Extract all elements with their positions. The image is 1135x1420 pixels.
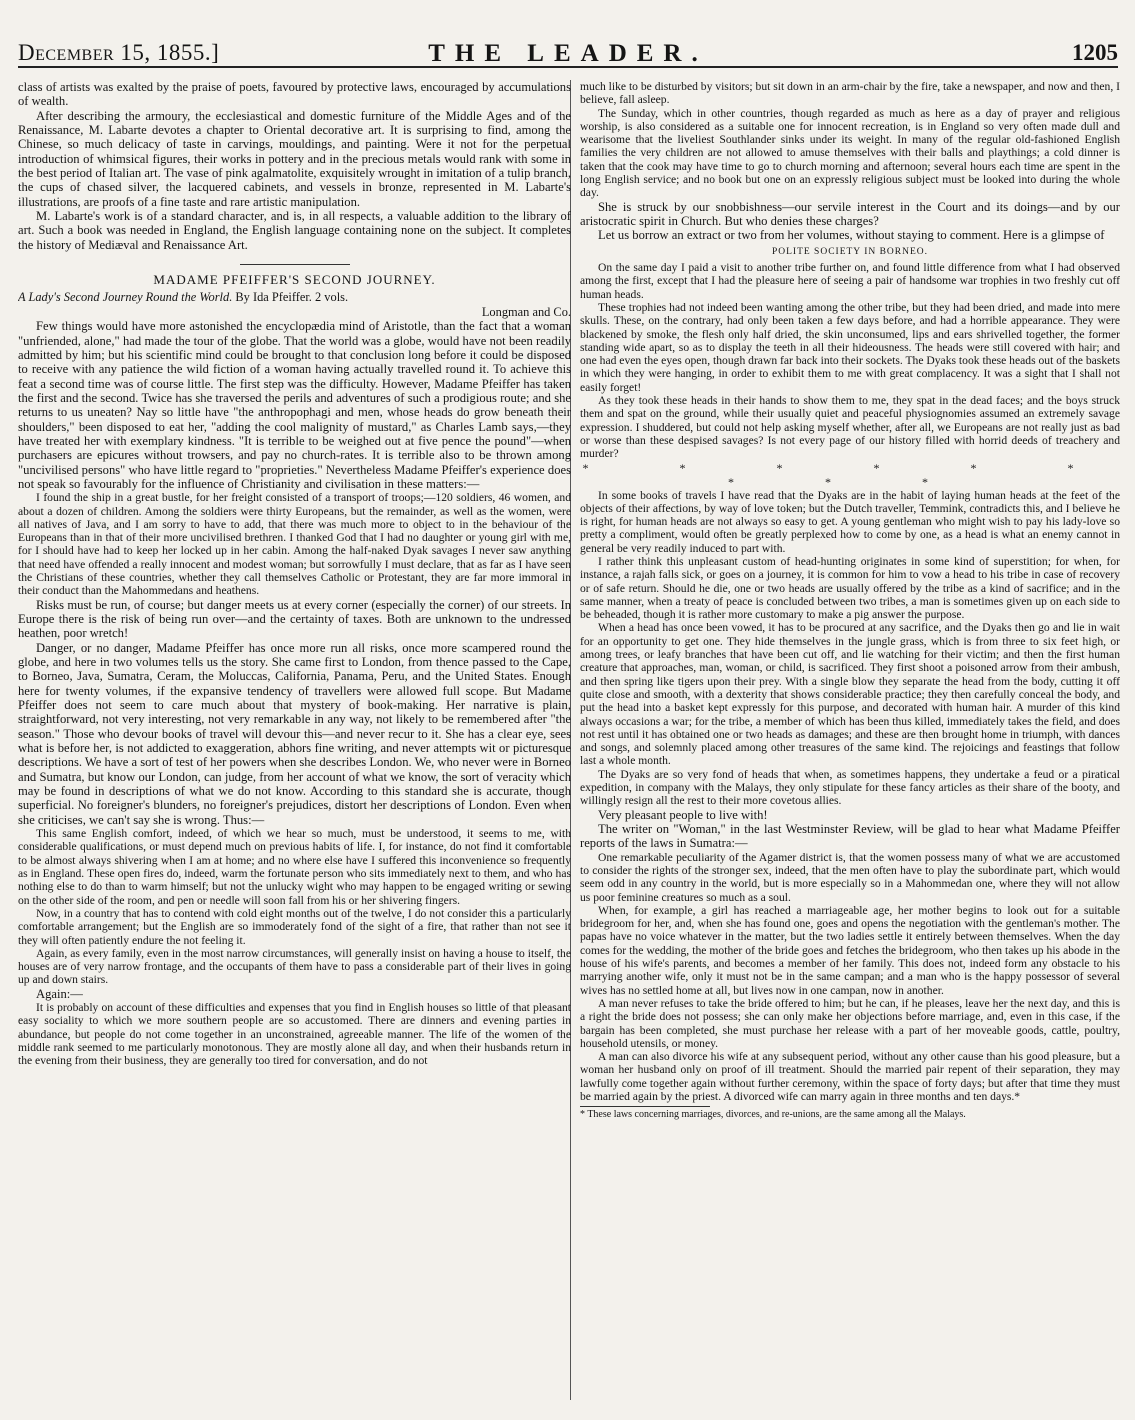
- quoted-extract: Now, in a country that has to contend with cold eight months out of the twelve, I do not consider this a particularly comfortable arrangement; but the English are so immoderately fond of the sight of a fire, that rather than not see it they will often patiently endure the not feeling it.: [18, 906, 571, 947]
- article-paragraph: She is struck by our snobbishness—our servile interest in the Court and its doings—and by our aristocratic spirit in Church. But who denies these charges?: [580, 199, 1120, 229]
- quoted-extract: much like to be disturbed by visitors; but sit down in an arm-chair by the fire, take a newspaper, and now and then, I believe, fall asleep.: [580, 80, 1120, 107]
- book-byline: [18, 290, 571, 304]
- page-number: 1205: [1072, 40, 1118, 65]
- quoted-extract: The Dyaks are so very fond of heads that when, as sometimes happens, they undertake a feud or a piratical expedition, in company with the Malays, they only stipulate for these fancy articles as their share of the booty, and willingly resign all the rest to their more covetous allies.: [580, 767, 1120, 808]
- quoted-extract: It is probably on account of these difficulties and expenses that you find in English houses so little of that pleasant easy sociality to which we more southern people are so accustomed. There are dinners and evening parties in abundance, but people do not come together in an unconstrained, agreeable manner. The life of the women of the middle rank seemed to me particularly monotonous. They are mostly alone all day, and when their husbands return in the evening from their business, they are generally too tired for conversation, and do not: [18, 1001, 571, 1068]
- quoted-extract: I found the ship in a great bustle, for her freight consisted of a transport of troops;—120 soldiers, 46 women, and about a dozen of children. Among the soldiers were thirty Europeans, but the remainder, as well as the women, were all natives of Java, and I am sorry to have to add, that there was much more to object to in the behaviour of the Europeans than in that of their more uncivilised brethren. I thanked God that I had no daughter or young girl with me, for I should have had to keep her locked up in her cabin. Among the half-naked Dyak savages I never saw anything that need have offended a really innocent and modest woman; but sorrowfully I must declare, that as far as I have seen the Christians of these countries, whether they call themselves Catholic or Protestant, they are far more immoral in their conduct than the Mahommedans and heathens.: [18, 491, 571, 598]
- article-paragraph: Few things would have more astonished the encyclopædia mind of Aristotle, than the fact that a woman "unfriended, alone," had made the tour of the globe. That the world was a globe, would have not been readily admitted by him; but his scientific mind could be brought to that conclusion long before it could be disposed to receive with any patience the wild fiction of a woman having actually travelled round it. To achieve this feat a second time was of course little. The first step was the difficulty. However, Madame Pfeiffer has taken the first and the second. Twice has she traversed the perils and adventures of such a prodigious route; and she returns to us uneaten? Nay so little have "the anthropophagi and men, whose heads do grow beneath their shoulders," been disposed to eat her, "adding the cool malignity of mustard," as Charles Lamb says,—they have treated her with exemplary kindness. "It is terrible to be weighed out at five pence the pound"—when purchasers are epicures without trowsers, and pay no church-rates. It is terrible also to be thrown among "uncivilised persons" who have little regard to "proprieties." Nevertheless Madame Pfeiffer's experience does not speak so favourably for the influence of Christianity and civilisation in these matters:—: [18, 319, 571, 491]
- intro-paragraph: After describing the armoury, the ecclesiastical and domestic furniture of the Middle Ages and of the Renaissance, M. Labarte devotes a chapter to Oriental decorative art. It is surprising to find, among the Chinese, so much delicacy of taste in carvings, mouldings, and painting. Were it not for the perpetual introduction of whimsical figures, their works in pottery and in the precious metals would rank with some in the best period of Italian art. The vase of pink agalmatolite, exquisitely wrought in imitation of a tulip branch, the cups of chased silver, the lacquered cabinets, and vessels in bronze, represented in M. Labarte's illustrations, are proofs of a fine taste and rare artistic manipulation.: [18, 108, 571, 209]
- intro-paragraph: M. Labarte's work is of a standard character, and is, in all respects, a valuable addition to the library of art. Such a book was needed in England, the English language containing none on the subject. It completes the history of Mediæval and Renaissance Art.: [18, 209, 571, 252]
- masthead: [18, 40, 1118, 68]
- section-divider: [240, 264, 350, 265]
- article-title: MADAME PFEIFFER'S SECOND JOURNEY.: [153, 272, 436, 288]
- quoted-extract: The Sunday, which in other countries, though regarded as much as here as a day of prayer and religious worship, is also considered as a suitable one for innocent recreation, is in England so very often made dull and wearisome that the liveliest Southlander sinks under its weight. In many of the regular old-fashioned English families the very children are not allowed to amuse themselves with their balls and playthings; a cold dinner is taken that the cook may have time to go to church morning and afternoon; several hours each time are spent in the long English service; and no book but one on an expressly religious subject must be looked into during the whole day.: [580, 106, 1120, 200]
- quoted-extract: As they took these heads in their hands to show them to me, they spat in the dead faces; and the boys struck them and spat on the ground, while their usually quiet and peaceful physiognomies assumed an extremely savage expression. I shuddered, but could not help asking myself whether, after all, we Europeans are not really just as bad or worse than these despised savages? Is not every page of our history filled with horrid deeds of treachery and murder?: [580, 394, 1120, 461]
- book-author: By Ida Pfeiffer. 2 vols.: [235, 290, 349, 305]
- article-paragraph: Risks must be run, of course; but danger meets us at every corner (especially the corner) of our streets. In Europe there is the risk of being run over—and the certainty of taxes. Both are unknown to the undressed heathen, poor wretch!: [18, 597, 571, 641]
- article-paragraph: Let us borrow an extract or two from her volumes, without staying to comment. Here is a glimpse of: [598, 228, 1105, 243]
- quoted-extract: When a head has once been vowed, it has to be procured at any sacrifice, and the Dyaks then go and lie in wait for an opportunity to get one. They hide themselves in the jungle grass, which is from three to six feet high, or among trees, or leafy branches that have been cut off, and lie watching for their victim; and then the first human creature that approaches, man, woman, or child, is sacrificed. They first shoot a poisoned arrow from their ambush, and then spring like tigers upon their prey. With a single blow they separate the head from the body, cutting it off quite close and smooth, with a dexterity that shows considerable practice; they then carefully conceal the body, and put the head into a basket kept expressly for this purpose, and decorated with human hair. A murder of this kind always occasions a war; for the tribe, a member of which has been thus killed, immediately takes the field, and does not rest until it has obtained one or two heads as damages; and these are then brought home in triumph, with dances and songs, and solemnly placed among other treasures of the same kind. The rejoicings and feastings that follow last a whole month.: [580, 621, 1120, 768]
- quoted-extract: A man can also divorce his wife at any subsequent period, without any other cause than his good pleasure, but a woman her husband only on proof of ill treatment. Should the married pair repent of their separation, they may lawfully come together again without further ceremony, within the space of forty days; but after that time they must be married again by the priest. A divorced wife can marry again in three months and ten days.*: [580, 1050, 1120, 1103]
- quoted-extract: A man never refuses to take the bride offered to him; but he can, if he pleases, leave her the next day, and this is a right the bride does not possess; she can only make her objections before marriage, and, even in this case, if the bargain has been completed, she must purchase her release with a part of her moveable goods, cattle, poultry, household utensils, or money.: [580, 996, 1120, 1050]
- quoted-extract: This same English comfort, indeed, of which we hear so much, must be understood, it seems to me, with considerable qualifications, or must depend much on previous habits of life. I, for instance, do not find it comfortable to be almost always shivering when I am at home; and no where else have I suffered this inconvenience so frequently as in England. These open fires do, indeed, warm the fortunate person who sits immediately next to them, and who has nothing else to do than to warm himself; but not the unlucky wight who may happen to be engaged writing or sewing on the other side of the room, and pen or needle will soon fall from his or her shivering fingers.: [18, 827, 571, 907]
- article-paragraph: Again:—: [36, 986, 83, 1001]
- newspaper-title: THE LEADER.: [428, 40, 708, 67]
- article-paragraph: The writer on "Woman," in the last Westminster Review, will be glad to hear what Madame Pfeiffer reports of the laws in Sumatra:—: [580, 821, 1120, 851]
- right-column: [580, 80, 1120, 1415]
- footnote: * These laws concerning marriages, divorces, and re-unions, are the same among all the Malays.: [580, 1109, 966, 1121]
- article-paragraph: Very pleasant people to live with!: [598, 807, 768, 822]
- publisher: Longman and Co.: [481, 304, 571, 319]
- article-paragraph: Danger, or no danger, Madame Pfeiffer has once more run all risks, once more scampered round the globe, and here in two volumes tells us the story. She came first to London, from thence passed to the Cape, to Borneo, Java, Sumatra, Ceram, the Moluccas, California, Panama, Peru, and the United States. Enough here for twenty volumes, if the expansive tendency of travellers were allowed full scope. But Madame Pfeiffer does not seem to care much about that mystery of book-making. Her narrative is plain, straightforward, not very interesting, not very remarkable in any way, not likely to be remembered after "the season." Those who devour books of travel will devour this—and never recur to it. She has a clear eye, sees what is before her, is not addicted to exaggeration, abhors fine writing, and never attempts wit or picturesque descriptions. We have a sort of test of her powers when she describes London. We, who never were in Borneo and Sumatra, but know our London, can judge, from her account of what we know, the sort of veracity which may be found in descriptions of what we do not know. According to this standard she is accurate, though superficial. No foreigner's blunders, no foreigner's prejudices, distort her descriptions of London. Even when she criticises, we can't say she is wrong. Thus:—: [18, 640, 571, 827]
- quoted-extract: I rather think this unpleasant custom of head-hunting originates in some kind of superstition; for when, for instance, a rajah falls sick, or goes on a journey, it is common for him to vow a head to his tribe in case of recovery or of safe return. Should he die, one or two heads are usually offered by the tribe as a kind of sacrifice; and in the same manner, when a treaty of peace is concluded between two tribes, a man is sometimes given up on each side to be beheaded, though it is rather more customary to make a pig answer the purpose.: [580, 554, 1120, 622]
- book-title: A Lady's Second Journey Round the World.: [18, 290, 233, 305]
- issue-date: December 15, 1855.]: [18, 40, 220, 65]
- footnote-divider: [580, 1106, 710, 1107]
- intro-paragraph: class of artists was exalted by the praise of poets, favoured by protective laws, encouraged by accumulations of wealth.: [18, 80, 571, 109]
- quoted-extract: When, for example, a girl has reached a marriageable age, her mother begins to look out for a suitable bridegroom for her, and, when she has found one, goes and opens the negotiation with the gentleman's mother. The papas have no voice whatever in the matter, but the two ladies settle it entirely between themselves. When the day comes for the wedding, the mother of the bride goes and fetches the bridegroom, who then takes up his abode in the house of his wife's parents, and becomes a member of her family. This does not, indeed form any obstacle to his marrying another wife, only it must not be in the same campan; and a man who is the happy possessor of several wives has no settled home at all, but lives now in one campan, now in another.: [580, 903, 1120, 997]
- quoted-extract: One remarkable peculiarity of the Agamer district is, that the women possess many of what we are accustomed to consider the rights of the stronger sex, indeed, that the men often have to play the subordinate part, which would seem odd in any country in the world, but is more especially so in a Mahommedan one, where they will not allow us poor feminine creatures so much as a soul.: [580, 850, 1120, 904]
- quoted-extract: Again, as every family, even in the most narrow circumstances, will generally insist on having a house to itself, the houses are of very narrow frontage, and the occupants of them have to pass a considerable part of their lives in going up and down stairs.: [18, 946, 571, 987]
- left-column: [18, 80, 571, 1415]
- quoted-extract: On the same day I paid a visit to another tribe further on, and found little difference from what I had observed among the first, except that I had the pleasure here of seeing a pair of handsome war trophies in two freshly cut off human heads.: [580, 261, 1120, 301]
- quoted-extract: In some books of travels I have read that the Dyaks are in the habit of laying human heads at the feet of the objects of their affections, by way of love token; but the Dutch traveller, Temmink, contradicts this, and I believe he is right, for human heads are not always so easy to get. A young gentleman who might wish to pay his lady-love so pretty a compliment, would often be greatly perplexed how to come by one, as a head is what an enemy cannot in general be very readily induced to part with.: [580, 488, 1120, 555]
- asterism-divider: * * * * * * * * *: [582, 460, 1118, 489]
- quoted-extract: These trophies had not indeed been wanting among the other tribe, but they had been dried, and made into mere skulls. These, on the contrary, had only been taken a few days before, and had a horrible appearance. They were blackened by smoke, the flesh only half dried, the skin unconsumed, lips and ears shrivelled together, the former standing wide apart, so as to display the teeth in all their hideousness. The heads were still covered with hair; and one had even the eyes open, though drawn far back into their sockets. The Dyaks took these heads out of the baskets in which they were hanging, in order to exhibit them to me with great complacency. It was a sight that I shall not easily forget!: [580, 300, 1120, 394]
- extract-heading: POLITE SOCIETY IN BORNEO.: [771, 246, 929, 257]
